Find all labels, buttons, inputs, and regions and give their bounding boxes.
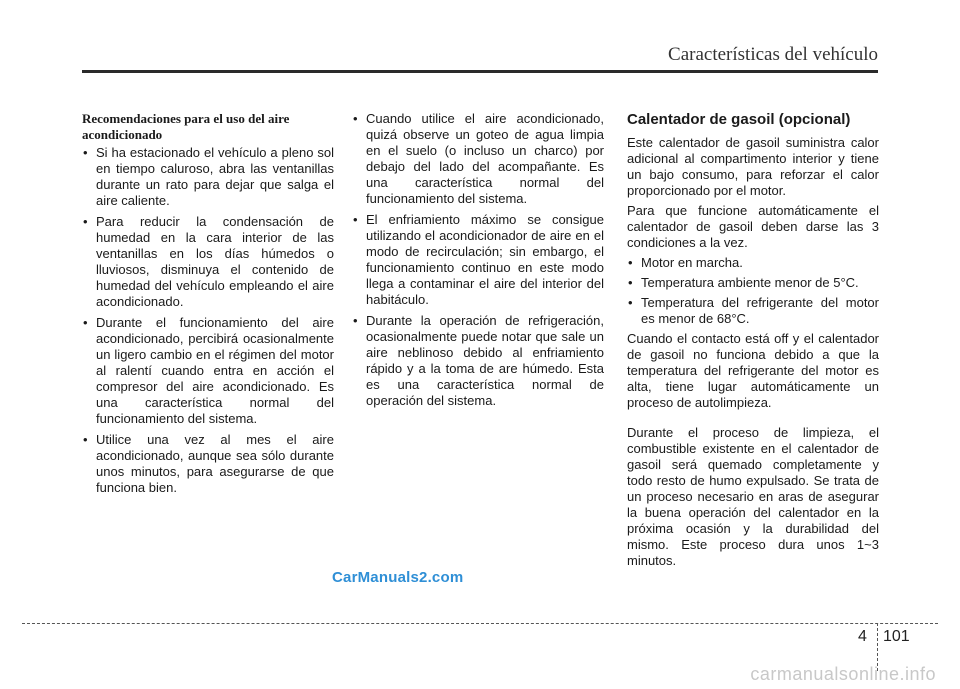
paragraph: Cuando el contacto está off y el calentador de gasoil no funciona debido a que la temperatura del refrigerante del motor es alta, tiene lugar automáticamente un proceso de autolimpieza. xyxy=(627,331,879,410)
bullet-list xyxy=(627,255,879,327)
section-subheading: Recomendaciones para el uso del aire acondicionado xyxy=(82,111,290,142)
list-item: • Cuando utilice el aire acondicionado, quizá observe un goteo de agua limpia en el suelo (o incluso un charco) por debajo del lado del acompañante. Es una característica normal del funcionamiento del sistema. xyxy=(352,111,604,207)
footer-rule xyxy=(22,623,938,624)
list-item: • Durante la operación de refrigeración, ocasionalmente puede notar que sale un aire neblinoso debido al enfriamiento rápido y a la toma de are húmedo. Esta es una característica normal de operación del sistema. xyxy=(352,313,604,409)
paragraph: Para que funcione automáticamente el calentador de gasoil deben darse las 3 condiciones a la vez. xyxy=(627,203,879,250)
chapter-number: 4 xyxy=(858,628,867,645)
page-header-title: Características del vehículo xyxy=(668,44,878,65)
list-item: • Utilice una vez al mes el aire acondicionado, aunque sea sólo durante unos minutos, para asegurarse de que funciona bien. xyxy=(82,432,334,496)
header-rule xyxy=(82,70,878,73)
bullet-list xyxy=(352,111,604,409)
section-title: Calentador de gasoil (opcional) xyxy=(627,111,851,128)
list-item: • Si ha estacionado el vehículo a pleno sol en tiempo caluroso, abra las ventanillas durante un rato para dejar que salga el aire caliente. xyxy=(82,145,334,209)
list-item: • Motor en marcha. xyxy=(627,255,879,271)
list-item: • Temperatura del refrigerante del motor es menor de 68°C. xyxy=(627,295,879,327)
column-right xyxy=(627,111,879,573)
paragraph: Este calentador de gasoil suministra calor adicional al compartimento interior y tiene un bajo consumo, para reforzar el calor proporcionado por el motor. xyxy=(627,135,879,198)
watermark-link[interactable]: CarManuals2.com xyxy=(332,569,464,586)
list-item: • Durante el funcionamiento del aire acondicionado, percibirá ocasionalmente un ligero cambio en el régimen del motor al ralentí cuando entra en acción el compresor del aire acondicionado. Es una característica normal del funcionamiento del sistema. xyxy=(82,315,334,427)
list-item: • Para reducir la condensación de humedad en la cara interior de las ventanillas en los días húmedos o lluviosos, disminuya el contenido de humedad del vehículo empleando el aire acondicionado. xyxy=(82,214,334,310)
paragraph: Durante el proceso de limpieza, el combustible existente en el calentador de gasoil será quemado completamente y todo resto de humo expulsado. Se trata de un proceso necesario en aras de asegurar la buena operación del calentador en la próxima ocasión y la durabilidad del mismo. Este proceso dura unos 1~3 minutos. xyxy=(627,425,879,568)
list-item: • Temperatura ambiente menor de 5°C. xyxy=(627,275,879,291)
column-middle xyxy=(352,111,604,414)
list-item: • El enfriamiento máximo se consigue utilizando el acondicionador de aire en el modo de recirculación; sin embargo, el funcionamiento continuo en este modo llega a contaminar el aire del interior del habitáculo. xyxy=(352,212,604,308)
column-left xyxy=(82,111,334,501)
footer-site-watermark: carmanualsonline.info xyxy=(750,664,936,684)
page-number: 101 xyxy=(883,628,910,645)
bullet-list xyxy=(82,145,334,496)
